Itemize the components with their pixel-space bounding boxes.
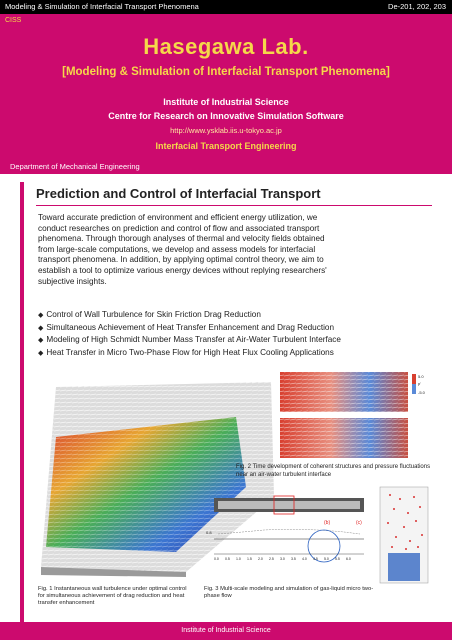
list-item [38,322,434,335]
colorbar-max-label: 5.0 [418,374,424,379]
footer-bar [0,622,452,640]
colorbar-variable-label: p' [418,381,421,386]
list-item-text: Heat Transfer in Micro Two-Phase Flow for High Heat Flux Cooling Applications [46,347,334,357]
intro-line: phenomena. Through thorough analyses of thermal and velocity fields obtained [38,234,325,244]
group-name: Interfacial Transport Engineering [155,141,297,151]
intro-line: from large-scale computations, we develop and assess models for interfacial [38,244,316,254]
content-panel [20,182,436,622]
fig3-x-tick: 6.0 [346,557,351,561]
fig3-x-tick: 1.0 [236,557,241,561]
colorbar-min-label: -5.0 [418,390,425,395]
intro-line: conduct researches on prediction and control of flow and associated transport [38,223,320,233]
intro-line: Toward accurate prediction of environment and efficient energy utilization, we [38,213,318,222]
fig3-two-phase-flow-image [204,494,374,579]
topbar-room: De-201, 202, 203 [388,2,446,11]
fig3-x-tick: 4.0 [302,557,307,561]
centre-name: Centre for Research on Innovative Simulation Software [108,111,344,121]
fig3-x-tick: 2.0 [258,557,263,561]
fig3-x-tick: 5.0 [324,557,329,561]
intro-line: establish a tool to optimize various energy devices without replying researchers' [38,265,327,275]
intro-paragraph [38,213,418,287]
research-topic-list [38,309,434,359]
lab-subtitle: [Modeling & Simulation of Interfacial Transport Phenomena] [62,66,390,78]
fig3-particle-box-image [376,485,432,585]
list-item-text: Modeling of High Schmidt Number Mass Transfer at Air-Water Turbulent Interface [46,335,341,344]
fig3-x-tick: 0.5 [225,557,230,561]
topbar-title: Modeling & Simulation of Interfacial Transport Phenomena [5,2,199,11]
diamond-bullet-icon: ◆ [38,312,44,319]
fig3-x-tick: 3.5 [291,557,296,561]
section-title: Prediction and Control of Interfacial Transport [36,186,432,206]
list-item [38,334,434,347]
fig3-tag-b: (b) [324,520,331,526]
fig3-x-tick: 5.5 [335,557,340,561]
diamond-bullet-icon: ◆ [38,337,44,344]
header-banner [0,14,452,174]
list-item-text: Simultaneous Achievement of Heat Transfer Enhancement and Drag Reduction [46,322,335,332]
fig3-x-tick: 1.5 [247,557,252,561]
list-item [38,309,434,322]
list-item-text: Control of Wall Turbulence for Skin Friction Drag Reduction [46,310,261,319]
corner-tag: CISS [5,17,22,24]
lab-url-link[interactable]: http://www.ysklab.iis.u-tokyo.ac.jp [170,126,282,135]
department-name: Department of Mechanical Engineering [10,162,140,171]
list-item [38,347,434,360]
fig3-x-tick: 4.5 [313,557,318,561]
diamond-bullet-icon: ◆ [38,324,44,332]
institute-name: Institute of Industrial Science [163,97,289,107]
diamond-bullet-icon: ◆ [38,349,44,357]
fig3-y-tick: 0.8 [206,530,212,535]
fig3-tag-c: (c) [356,520,362,526]
fig3-x-tick: 3.0 [280,557,285,561]
fig3-caption: Fig. 3 Multi-scale modeling and simulation of gas-liquid micro two-phase flow [204,586,374,600]
footer-text: Institute of Industrial Science [181,627,271,634]
lab-name: Hasegawa Lab. [143,34,309,59]
fig3-x-tick: 0.0 [214,557,219,561]
fig3-x-tick: 2.5 [269,557,274,561]
intro-line: subjective insights. [38,276,107,286]
fig2-interface-structures-image [278,370,428,462]
intro-line: transport phenomena. In addition, by applying optimal control theory, we aim to [38,255,324,265]
fig1-caption: Fig. 1 Instantaneous wall turbulence under optimal control for simultaneous achievement of drag reduction and heat transfer enhancement [38,586,187,607]
fig2-caption: Fig. 2 Time development of coherent structures and pressure fluctuations near an air-water turbulent interface [236,464,431,478]
top-bar [0,0,452,14]
